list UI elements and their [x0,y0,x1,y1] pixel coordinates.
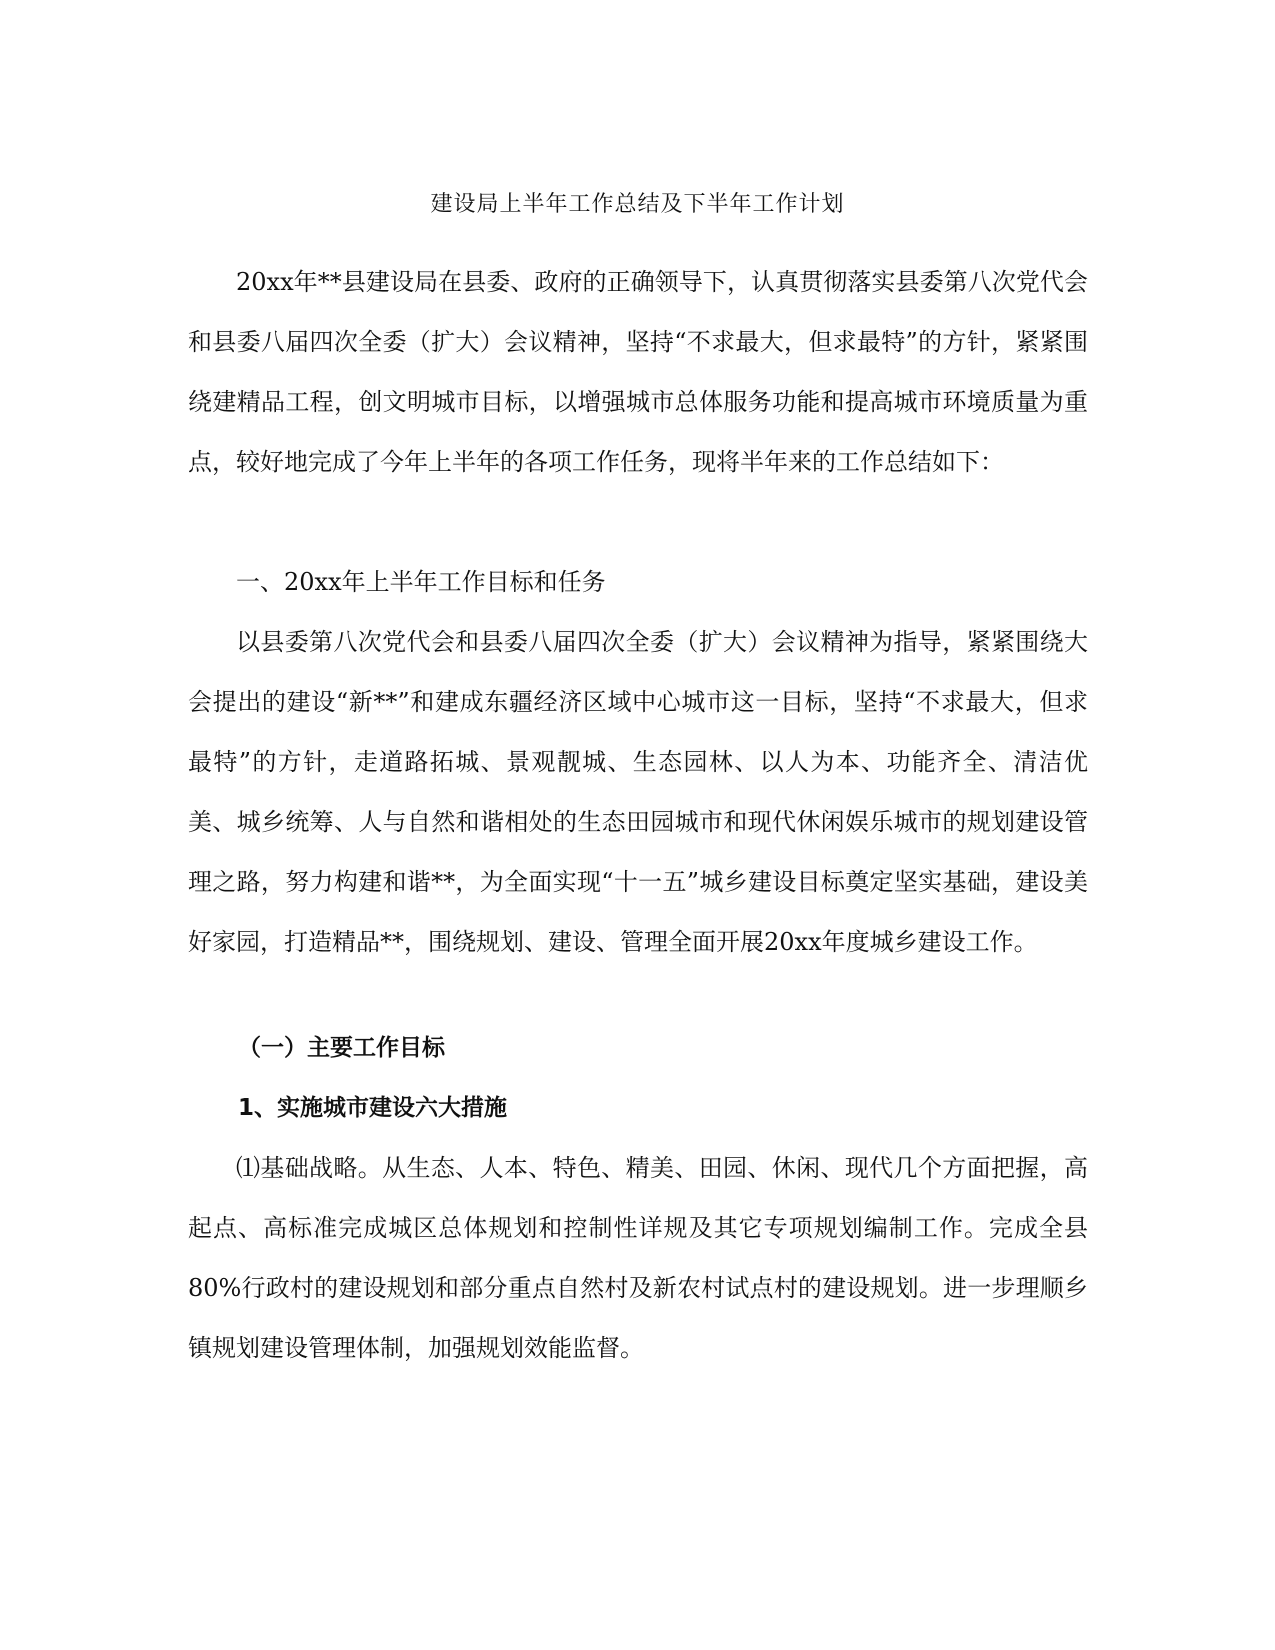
section-heading: 一、20xx年上半年工作目标和任务 [236,568,606,596]
item-heading: 1、实施城市建设六大措施 [238,1095,508,1121]
subsection-heading: （一）主要工作目标 [238,1035,445,1061]
document-title: 建设局上半年工作总结及下半年工作计划 [430,192,845,217]
item-paragraph-block [188,1138,1088,1378]
section-paragraph: 以县委第八次党代会和县委八届四次全委（扩大）会议精神为指导，紧紧围绕大会提出的建设“新**”和建成东疆经济区域中心城市这一目标，坚持“不求最大，但求最特”的方针，走道路拓城、景观靓城、生态园林、以人为本、功能齐全、清洁优美、城乡统筹、人与自然和谐相处的生态田园城市和现代休闲娱乐城市的规划建设管理之路，努力构建和谐**，为全面实现“十一五”城乡建设目标奠定坚实基础，建设美好家园，打造精品**，围绕规划、建设、管理全面开展20xx年度城乡建设工作。 [188,628,1088,956]
item-paragraph: ⑴基础战略。从生态、人本、特色、精美、田园、休闲、现代几个方面把握，高起点、高标准完成城区总体规划和控制性详规及其它专项规划编制工作。完成全县80%行政村的建设规划和部分重点自然村及新农村试点村的建设规划。进一步理顺乡镇规划建设管理体制，加强规划效能监督。 [188,1154,1088,1362]
section-paragraph-block [188,612,1088,972]
intro-paragraph: 20xx年**县建设局在县委、政府的正确领导下，认真贯彻落实县委第八次党代会和县委八届四次全委（扩大）会议精神，坚持“不求最大，但求最特”的方针，紧紧围绕建精品工程，创文明城市目标，以增强城市总体服务功能和提高城市环境质量为重点，较好地完成了今年上半年的各项工作任务，现将半年来的工作总结如下： [188,268,1088,476]
intro-paragraph-block [188,252,1088,492]
section-heading-block [188,552,1088,612]
